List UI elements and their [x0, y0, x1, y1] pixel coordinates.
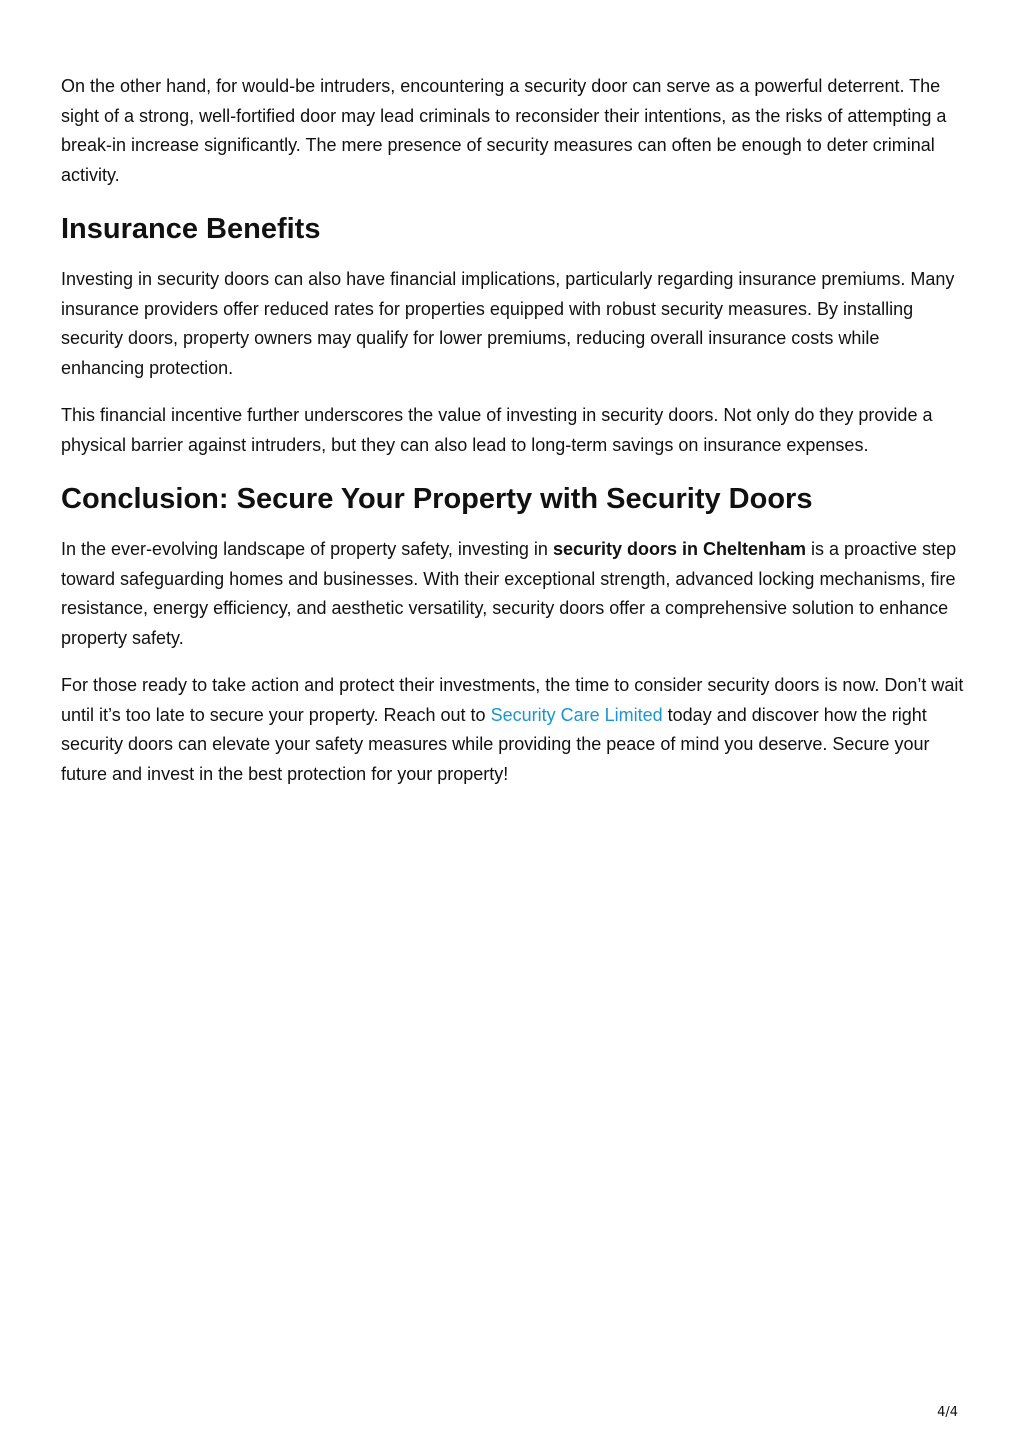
bold-keyword: security doors in Cheltenham [552, 539, 807, 559]
security-care-link[interactable]: Security Care Limited [490, 704, 663, 725]
document-body [61, 72, 965, 807]
paragraph-conclusion-2-start: For those ready to take action and protect their investments, the time to consider security doors is now. Don’t wait until it’s too late to secure your property. Reach out to [61, 675, 964, 725]
heading-conclusion: Conclusion: Secure Your Property with Security Doors [61, 483, 813, 515]
paragraph-insurance-2: This financial incentive further underscores the value of investing in security doors. Not only do they provide a physical barrier against intruders, but they can also lead to long-term savings on insurance expenses. [61, 405, 933, 455]
paragraph-conclusion-2-end: today and discover how the right security doors can elevate your safety measures while providing the peace of mind you deserve. Secure your future and invest in the best protection for your property! [61, 704, 930, 784]
paragraph-conclusion-1-start: In the ever-evolving landscape of property safety, investing in [61, 539, 553, 559]
paragraph-conclusion-2 [61, 671, 965, 789]
heading-insurance-benefits: Insurance Benefits [61, 213, 321, 245]
paragraph-insurance-1: Investing in security doors can also have financial implications, particularly regarding insurance premiums. Many insurance providers offer reduced rates for properties equipped with robust security measures. By installing security doors, property owners may qualify for lower premiums, reducing overall insurance costs while enhancing protection. [61, 269, 955, 378]
paragraph-conclusion-1 [61, 535, 965, 653]
paragraph-intruders: On the other hand, for would-be intruders, encountering a security door can serve as a powerful deterrent. The sight of a strong, well-fortified door may lead criminals to reconsider their intentions, as the risks of attempting a break-in increase significantly. The mere presence of security measures can often be enough to deter criminal activity. [61, 76, 947, 185]
page-number: 4/4 [937, 1405, 958, 1420]
paragraph-conclusion-1-end: is a proactive step toward safeguarding homes and businesses. With their exceptional strength, advanced locking mechanisms, fire resistance, energy efficiency, and aesthetic versatility, security doors offer a comprehensive solution to enhance property safety. [61, 539, 957, 648]
